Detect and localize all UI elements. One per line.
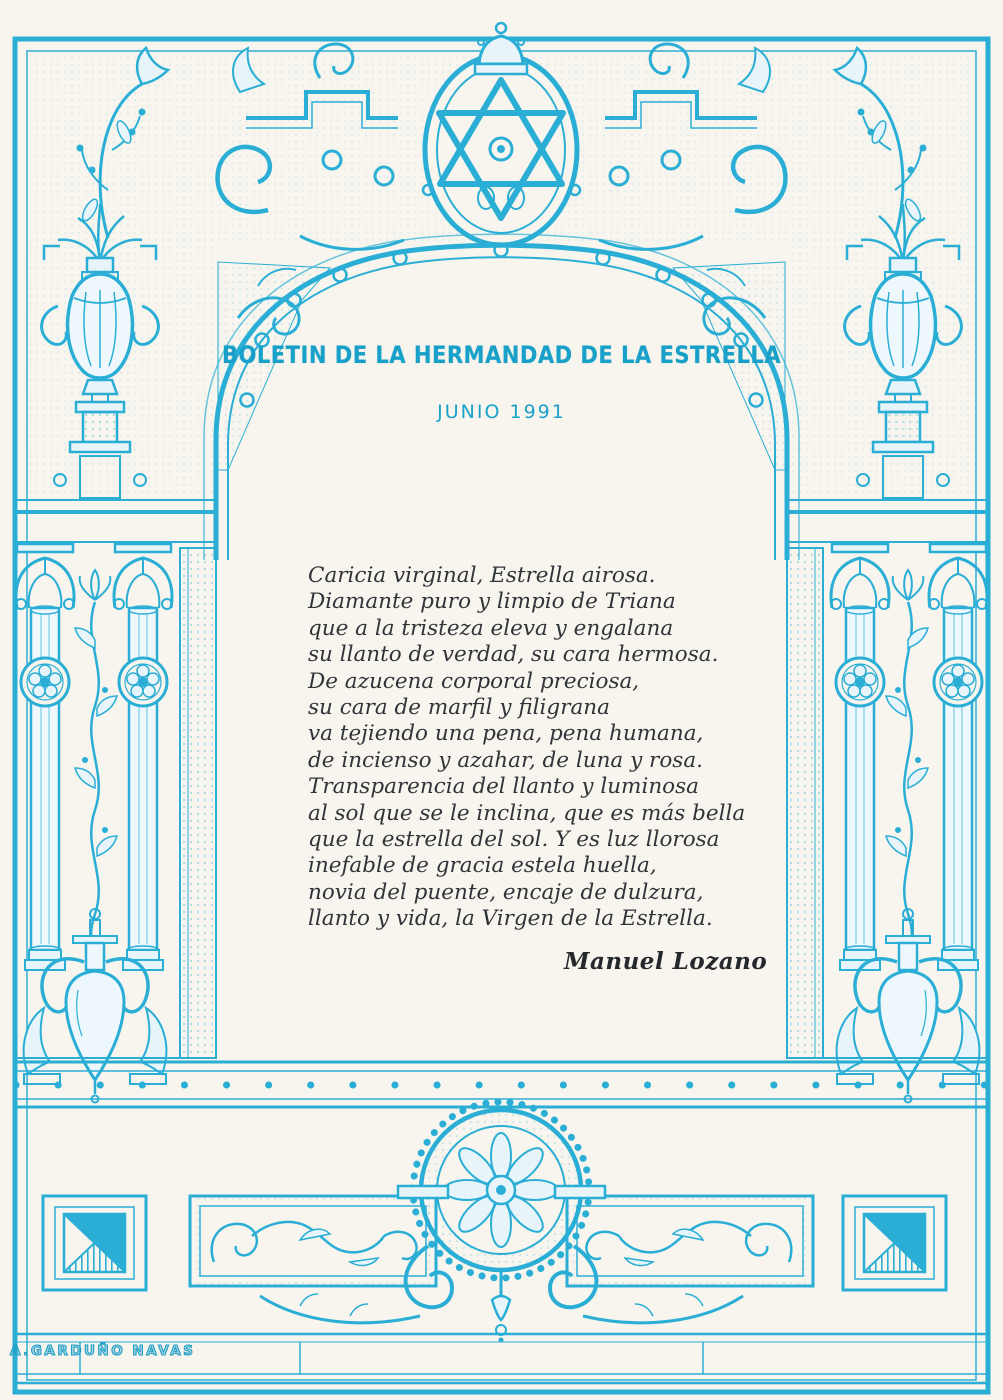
corner-square-left [43,1196,146,1290]
column-assembly-right [787,500,987,1103]
issue-date: JUNIO 1991 [437,401,566,423]
poem-line: Diamante puro y limpio de Triana [308,589,676,615]
poem-line: novia del puente, encaje de dulzura, [308,879,704,905]
poem-line: inefable de gracia estela huella, [308,853,657,879]
column-assembly-left [16,500,216,1103]
arch [204,234,799,560]
corner-square-right [843,1196,946,1290]
poem-line: va tejiendo una pena, pena humana, [308,721,704,747]
rosette-medallion [398,1102,605,1343]
poem-line: su cara de marfil y filigrana [308,695,610,721]
poem-line: Transparencia del llanto y luminosa [308,774,699,800]
rosette-flower [444,1133,558,1247]
engraver-signature: A.GARDUÑO NAVAS [10,1343,196,1359]
poem-line: que a la tristeza eleva y engalana [308,615,674,641]
crown-icon [475,23,527,74]
garland-left [260,1294,420,1323]
poem [308,563,745,933]
poem-line: De azucena corporal preciosa, [308,668,640,694]
poem-author: Manuel Lozano [564,948,768,975]
poem-line: de incienso y azahar, de luna y rosa. [308,747,703,773]
poem-line: que la estrella del sol. Y es luz llorosa [308,827,720,853]
carved-panel-left [190,1196,436,1286]
poem-line: llanto y vida, la Virgen de la Estrella. [308,906,713,932]
poem-line: Caricia virginal, Estrella airosa. [308,563,656,588]
poem-line: al sol que se le inclina, que es más bella [308,800,746,826]
carved-panel-right [567,1196,813,1286]
garland-right [583,1294,743,1323]
poem-line: su llanto de verdad, su cara hermosa. [308,642,719,668]
page-title: BOLETIN DE LA HERMANDAD DE LA ESTRELLA [221,341,782,369]
